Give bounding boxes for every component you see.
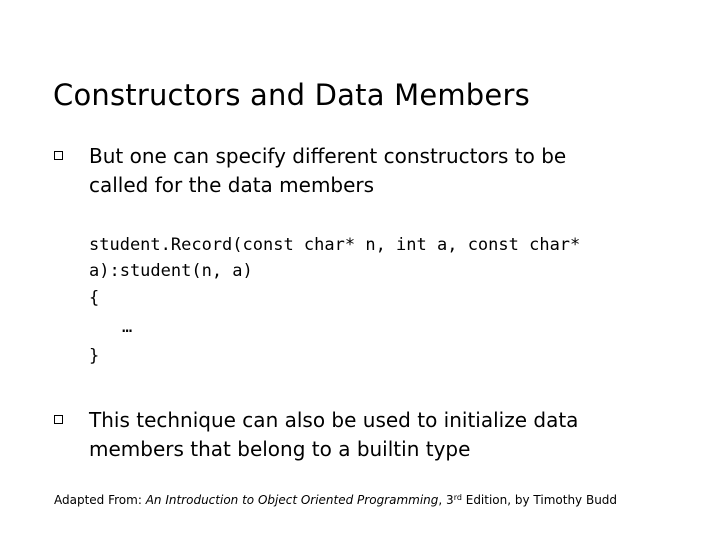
source-citation xyxy=(54,493,617,507)
bullet-line: This technique can also be used to initialize data xyxy=(89,408,579,432)
edition-ordinal: rd xyxy=(453,493,462,502)
bullet-line: called for the data members xyxy=(89,173,375,197)
bullet-line: But one can specify different constructors to be xyxy=(89,144,567,168)
code-line: student.Record(const char* n, int a, const char* xyxy=(89,235,581,255)
code-ellipsis: … xyxy=(122,317,133,337)
code-close-brace: } xyxy=(89,346,100,366)
bullet-square-icon xyxy=(54,415,63,424)
citation-suffix: Edition, by Timothy Budd xyxy=(461,493,618,507)
code-open-brace: { xyxy=(89,288,100,308)
bullet-square-icon xyxy=(54,151,63,160)
code-line: a):student(n, a) xyxy=(89,261,253,281)
citation-edition: , 3 xyxy=(438,493,454,507)
bullet-line: members that belong to a builtin type xyxy=(89,437,471,461)
bullet-text xyxy=(89,142,669,200)
slide-title: Constructors and Data Members xyxy=(53,78,530,112)
book-title: An Introduction to Object Oriented Programming xyxy=(145,493,439,507)
bullet-text xyxy=(89,406,669,464)
citation-prefix: Adapted From: xyxy=(54,493,146,507)
